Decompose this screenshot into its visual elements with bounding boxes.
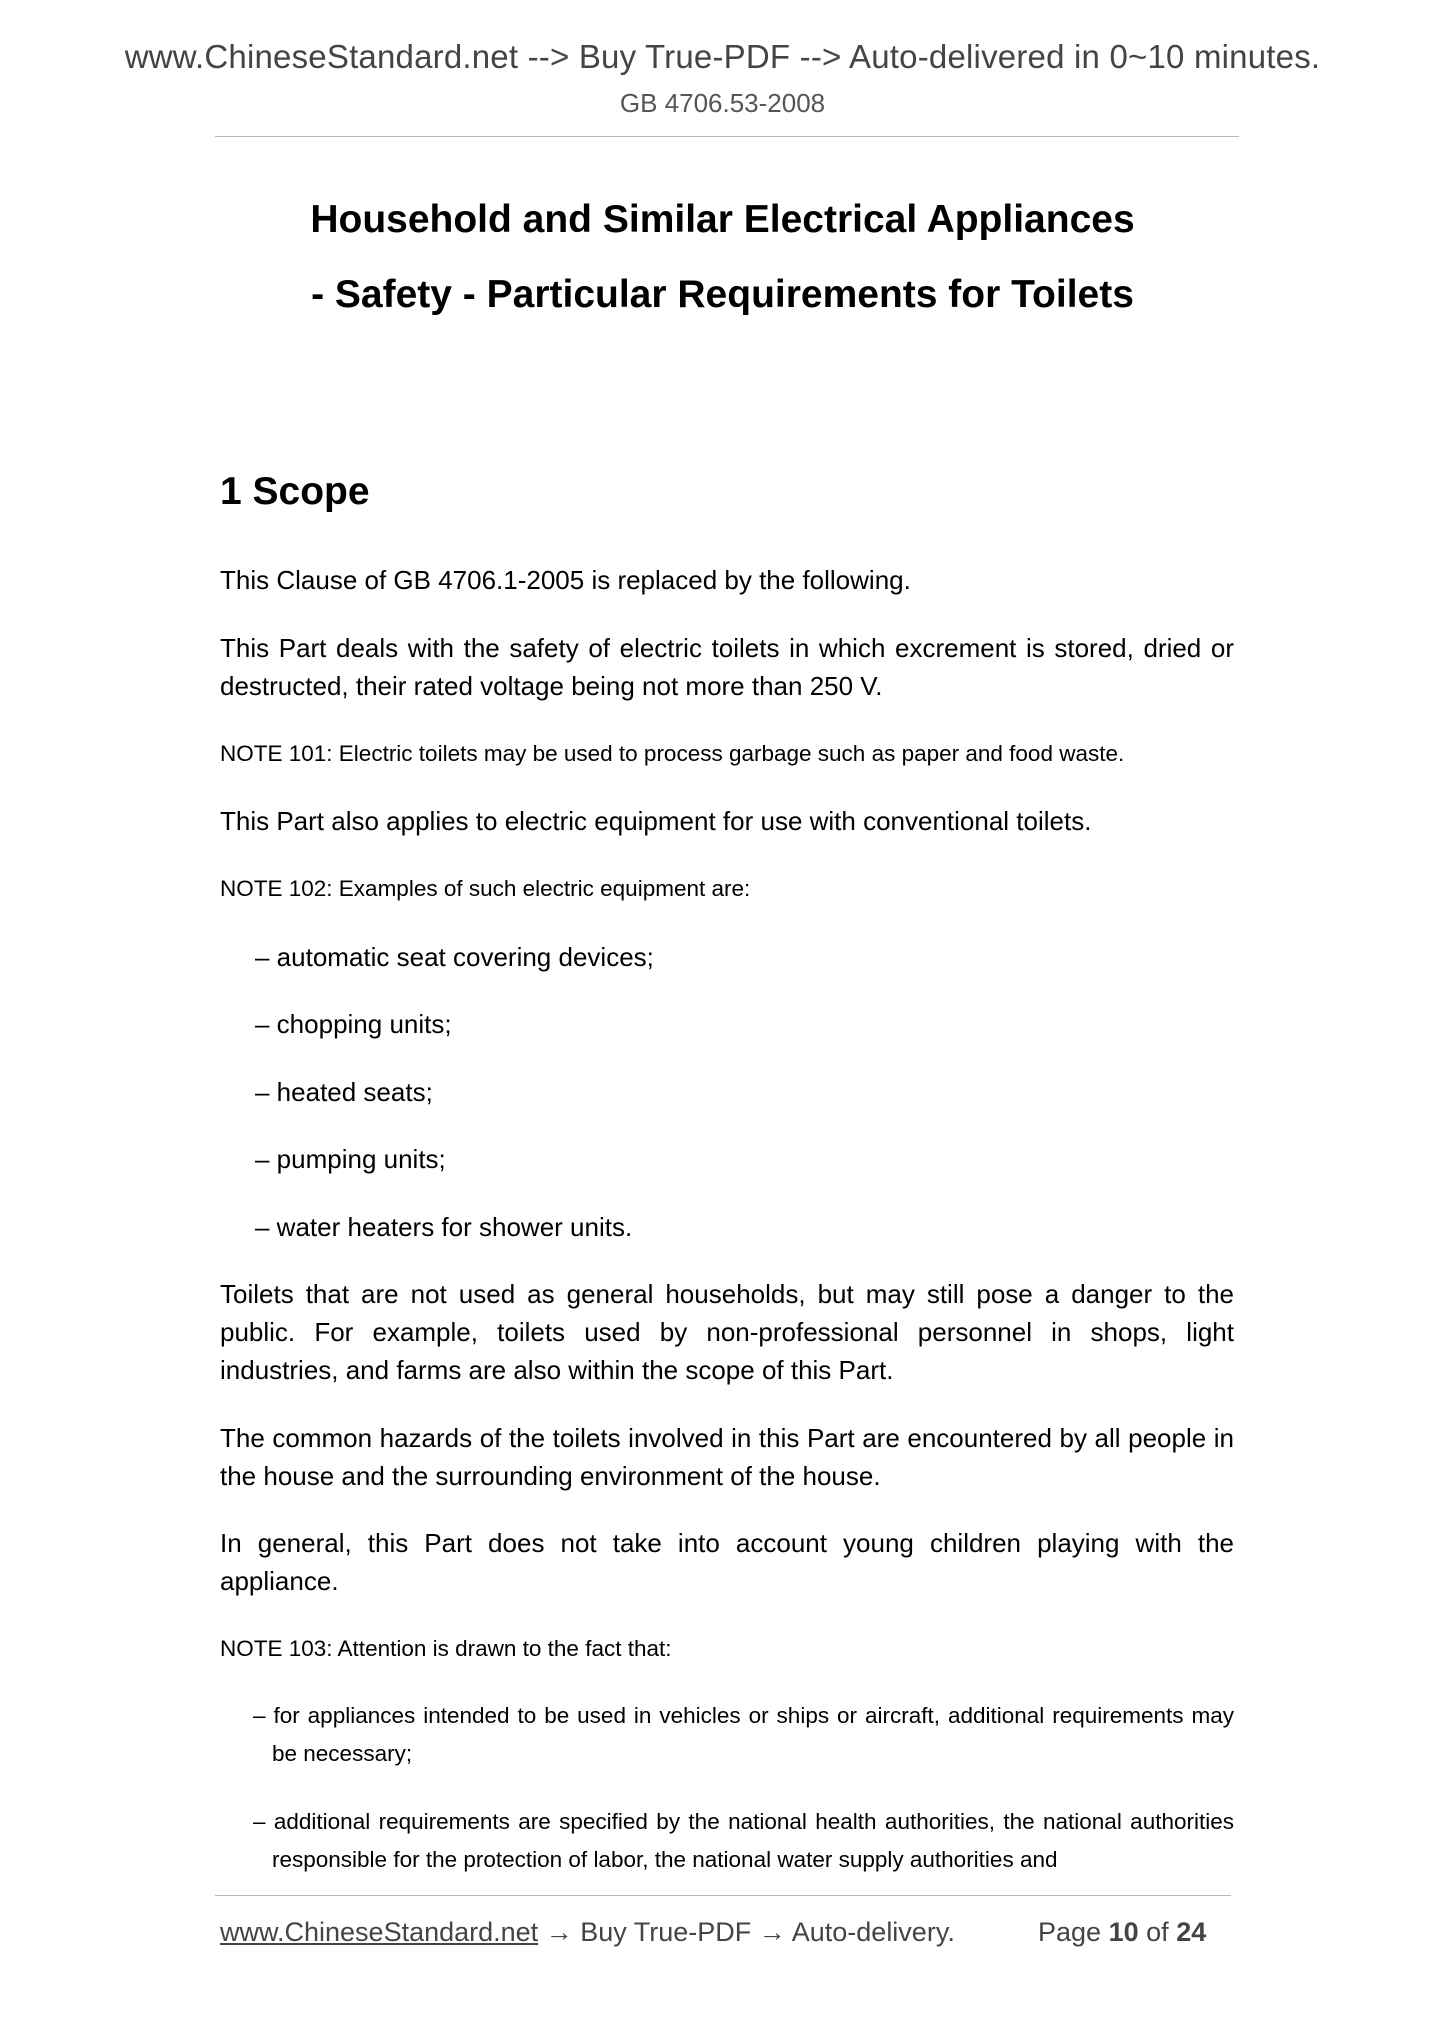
header-divider [215, 136, 1239, 137]
footer-buy-text: → Buy True-PDF → Auto-delivery. [538, 1917, 955, 1947]
standard-number: GB 4706.53-2008 [619, 88, 826, 118]
section-heading: 1 Scope [220, 470, 370, 513]
note-101: NOTE 101: Electric toilets may be used to process garbage such as paper and food waste. [220, 741, 1125, 766]
doc-title-line2: - Safety - Particular Requirements for Toilets [311, 273, 1134, 316]
list-item: – heated seats; [255, 1077, 433, 1107]
list-item: – pumping units; [255, 1144, 446, 1174]
paragraph-5: The common hazards of the toilets involved in this Part are encountered by all people in the house and the surrounding environment of the house. [220, 1423, 1234, 1491]
of-label: of [1146, 1917, 1169, 1947]
list-item: – automatic seat covering devices; [255, 942, 654, 972]
site-banner: www.ChineseStandard.net --> Buy True-PDF --> Auto-delivered in 0~10 minutes. [124, 38, 1321, 75]
list-item: – chopping units; [255, 1009, 452, 1039]
page-current: 10 [1108, 1917, 1139, 1947]
page-indicator [1038, 1917, 1206, 1948]
paragraph-2: This Part deals with the safety of electric toilets in which excrement is stored, dried or destructed, their rated voltage being not more than 250 V. [220, 633, 1234, 701]
footer-left [220, 1917, 955, 1948]
paragraph-3: This Part also applies to electric equipment for use with conventional toilets. [220, 806, 1092, 836]
page-total: 24 [1176, 1917, 1207, 1947]
doc-title-line1: Household and Similar Electrical Appliances [310, 198, 1135, 241]
note-103: NOTE 103: Attention is drawn to the fact that: [220, 1636, 672, 1661]
page-label: Page [1038, 1917, 1102, 1947]
footer-site-link[interactable]: www.ChineseStandard.net [220, 1917, 539, 1947]
note-list-item: – for appliances intended to be used in vehicles or ships or aircraft, additional requirements may be necessary; [253, 1703, 1234, 1766]
paragraph-1: This Clause of GB 4706.1-2005 is replaced by the following. [220, 565, 911, 595]
paragraph-6: In general, this Part does not take into account young children playing with the appliance. [220, 1528, 1234, 1596]
note-102: NOTE 102: Examples of such electric equipment are: [220, 876, 751, 901]
footer-divider [215, 1895, 1231, 1896]
paragraph-4: Toilets that are not used as general households, but may still pose a danger to the public. For example, toilets used by non-professional personnel in shops, light industries, and farms are also within the scope of this Part. [220, 1279, 1234, 1385]
list-item: – water heaters for shower units. [255, 1212, 633, 1242]
note-list-item: – additional requirements are specified by the national health authorities, the national authorities responsible for the protection of labor, the national water supply authorities and [253, 1809, 1234, 1872]
